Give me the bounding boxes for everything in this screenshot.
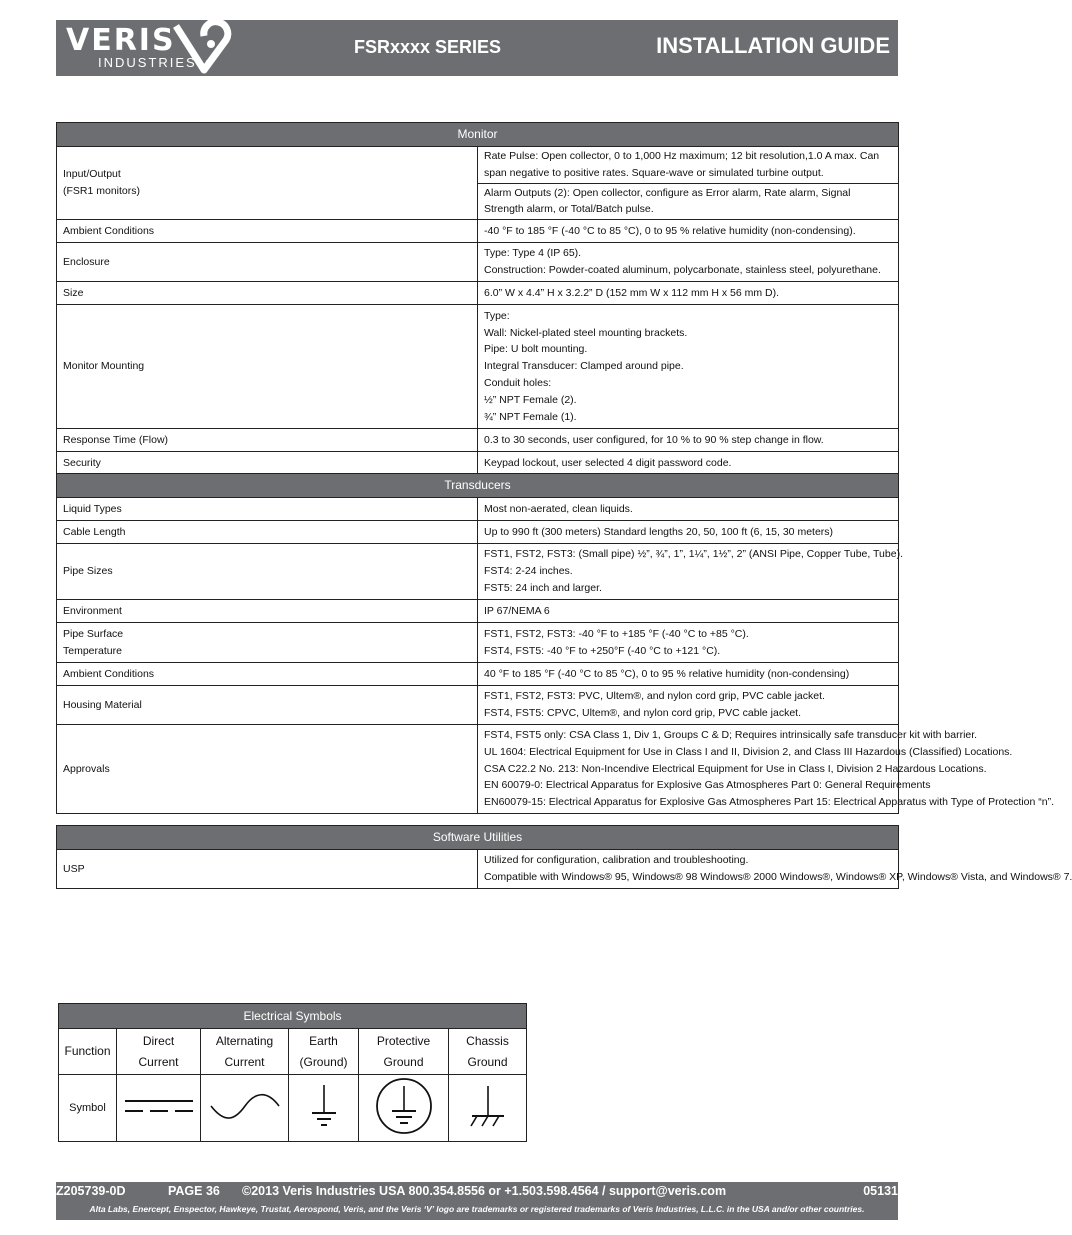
value-line: Pipe: U bolt mounting. [484, 343, 588, 356]
series-title: FSRxxxx SERIES [354, 37, 502, 57]
value-line: Type: Type 4 (IP 65). [484, 247, 582, 260]
spec-label: USP [57, 850, 478, 889]
label-line: (FSR1 monitors) [63, 185, 141, 198]
page-number: PAGE 36 [168, 1184, 220, 1198]
header-line: (Ground) [299, 1054, 348, 1069]
spec-label [57, 623, 478, 663]
chassis-ground-icon [468, 1082, 508, 1130]
spec-value [478, 544, 903, 600]
value-line: UL 1604: Electrical Equipment for Use in Class I and II, Division 2, and Class III Hazardous (Classified) Locations. [484, 745, 1013, 758]
header-line: Ground [467, 1054, 508, 1069]
trademark-mark: TM [206, 60, 214, 66]
header-line: Earth [309, 1033, 338, 1048]
spec-label: Cable Length [57, 521, 478, 544]
logo-subtitle: INDUSTRIES [98, 55, 197, 70]
spec-value: 40 °F to 185 °F (-40 °C to 85 °C), 0 to 95 % relative humidity (non-condensing) [478, 663, 899, 686]
spec-value [478, 725, 1055, 814]
value-line: ¾” NPT Female (1). [484, 410, 577, 423]
contact-info: ©2013 Veris Industries USA 800.354.8556 or +1.503.598.4564 / support@veris.com [242, 1184, 727, 1198]
earth-ground-cell [289, 1075, 359, 1142]
spec-label: Approvals [57, 725, 478, 814]
header-line: Current [224, 1054, 265, 1069]
value-line: Utilized for configuration, calibration and troubleshooting. [484, 854, 749, 867]
table-title: Transducers [57, 474, 899, 498]
function-protective-ground [359, 1029, 449, 1075]
table-title: Electrical Symbols [59, 1004, 527, 1029]
date-code: 05131 [863, 1184, 898, 1198]
label-line: Temperature [63, 644, 122, 657]
spec-label: Housing Material [57, 686, 478, 725]
direct-current-cell [117, 1075, 201, 1142]
document-number: Z205739-0D [56, 1184, 126, 1198]
value-line: FST1, FST2, FST3: -40 °F to +185 °F (-40 °C to +85 °C). [484, 627, 749, 640]
monitor-spec-table [56, 122, 899, 475]
electrical-symbols-table [58, 1003, 527, 1142]
value-line: FST4, FST5 only: CSA Class 1, Div 1, Groups C & D; Requires intrinsically safe transducer kit with barrier. [484, 729, 978, 741]
spec-label: Ambient Conditions [57, 663, 478, 686]
value-line: FST4: 2-24 inches. [484, 565, 573, 578]
table-title: Monitor [57, 123, 899, 147]
transducers-spec-table [56, 473, 1055, 814]
spec-value [478, 850, 1072, 889]
page-footer [56, 1182, 898, 1220]
logo-wordmark: VERIS [66, 23, 176, 58]
table-title: Software Utilities [57, 826, 899, 850]
spec-label: Monitor Mounting [57, 305, 478, 429]
spec-label: Response Time (Flow) [57, 429, 478, 452]
spec-value [478, 686, 899, 725]
spec-label: Pipe Sizes [57, 544, 478, 600]
spec-value [478, 243, 899, 282]
value-line: Conduit holes: [484, 377, 552, 390]
label-line: Input/Output [63, 168, 121, 181]
value-line: EN60079-15: Electrical Apparatus for Explosive Gas Atmospheres Part 15: Electrical Apparatus with Type of Protection “n”. [484, 796, 1055, 809]
function-direct-current [117, 1029, 201, 1075]
header-line: Chassis [466, 1033, 509, 1048]
page-header [56, 20, 898, 76]
value-line: Type: [484, 309, 510, 322]
value-line: Wall: Nickel-plated steel mounting brackets. [484, 326, 688, 339]
function-earth-ground [289, 1029, 359, 1075]
guide-title: INSTALLATION GUIDE [656, 33, 890, 58]
value-line: Integral Transducer: Clamped around pipe. [484, 360, 684, 373]
spec-label: Environment [57, 600, 478, 623]
function-chassis-ground [449, 1029, 527, 1075]
header-line: Alternating [215, 1033, 274, 1048]
function-label: Function [59, 1029, 117, 1075]
spec-value [478, 623, 899, 663]
value-line: FST1, FST2, FST3: PVC, Ultem®, and nylon cord grip, PVC cable jacket. [484, 690, 825, 703]
spec-value: IP 67/NEMA 6 [478, 600, 899, 623]
value-line: FST1, FST2, FST3: (Small pipe) ½”, ¾”, 1”, 1¼”, 1½”, 2” (ANSI Pipe, Copper Tube, Tube). [484, 548, 903, 561]
alternating-current-cell [201, 1075, 289, 1142]
value-line: EN 60079-0: Electrical Apparatus for Explosive Gas Atmospheres Part 0: General Requirements [484, 779, 931, 792]
spec-label: Ambient Conditions [57, 220, 478, 243]
spec-label: Size [57, 282, 478, 305]
protective-ground-icon [374, 1076, 434, 1136]
value-line: FST4, FST5: -40 °F to +250°F (-40 °C to +121 °C). [484, 644, 721, 657]
value-line: CSA C22.2 No. 213: Non-Incendive Electrical Equipment for Use in Class I, Division 2 Hazardous Locations. [484, 762, 987, 775]
spec-value: -40 °F to 185 °F (-40 °C to 85 °C), 0 to 95 % relative humidity (non-condensing). [478, 220, 899, 243]
spec-value: 0.3 to 30 seconds, user configured, for 10 % to 90 % step change in flow. [478, 429, 899, 452]
spec-label: Liquid Types [57, 498, 478, 521]
label-line: Pipe Surface [63, 627, 124, 640]
alternating-current-icon [207, 1094, 283, 1118]
software-spec-table [56, 825, 1072, 889]
chassis-ground-cell [449, 1075, 527, 1142]
spec-value: Alarm Outputs (2): Open collector, configure as Error alarm, Rate alarm, Signal Strength alarm, or Total/Batch pulse. [478, 183, 899, 220]
veris-v-logo-icon [174, 22, 228, 72]
value-line: Construction: Powder-coated aluminum, polycarbonate, stainless steel, polyurethane. [484, 264, 881, 277]
spec-label [57, 147, 478, 220]
value-line: Compatible with Windows® 95, Windows® 98 Windows® 2000 Windows®, Windows® XP, Windows® Vista, and Windows® 7. [484, 871, 1072, 883]
value-line: ½” NPT Female (2). [484, 393, 577, 406]
spec-label: Enclosure [57, 243, 478, 282]
spec-value: Keypad lockout, user selected 4 digit password code. [478, 452, 899, 475]
spec-value [478, 305, 899, 429]
function-alternating-current [201, 1029, 289, 1075]
header-line: Direct [142, 1033, 175, 1048]
spec-value: Rate Pulse: Open collector, 0 to 1,000 Hz maximum; 12 bit resolution,1.0 A max. Can span negative to positive rates. Square-wave or simulated turbine output. [478, 147, 899, 184]
header-line: Ground [383, 1054, 424, 1069]
value-line: FST5: 24 inch and larger. [484, 581, 602, 594]
trademark-notice: Alta Labs, Enercept, Enspector, Hawkeye, Trustat, Aerospond, Veris, and the Veris ‘V’ logo are trademarks or registered trademarks of Veris Industries, L.L.C. in the USA and/or other countries. [89, 1204, 865, 1214]
symbol-label: Symbol [59, 1075, 117, 1142]
header-line: Protective [376, 1033, 431, 1048]
value-line: FST4, FST5: CPVC, Ultem®, and nylon cord grip, PVC cable jacket. [484, 707, 802, 719]
spec-label: Security [57, 452, 478, 475]
protective-ground-cell [359, 1075, 449, 1142]
spec-value: Up to 990 ft (300 meters) Standard lengths 20, 50, 100 ft (6, 15, 30 meters) [478, 521, 899, 544]
direct-current-icon [121, 1096, 197, 1116]
spec-value: 6.0” W x 4.4” H x 3.2.2” D (152 mm W x 112 mm H x 56 mm D). [478, 282, 899, 305]
header-line: Current [138, 1054, 179, 1069]
spec-value: Most non-aerated, clean liquids. [478, 498, 899, 521]
earth-ground-icon [309, 1081, 339, 1131]
